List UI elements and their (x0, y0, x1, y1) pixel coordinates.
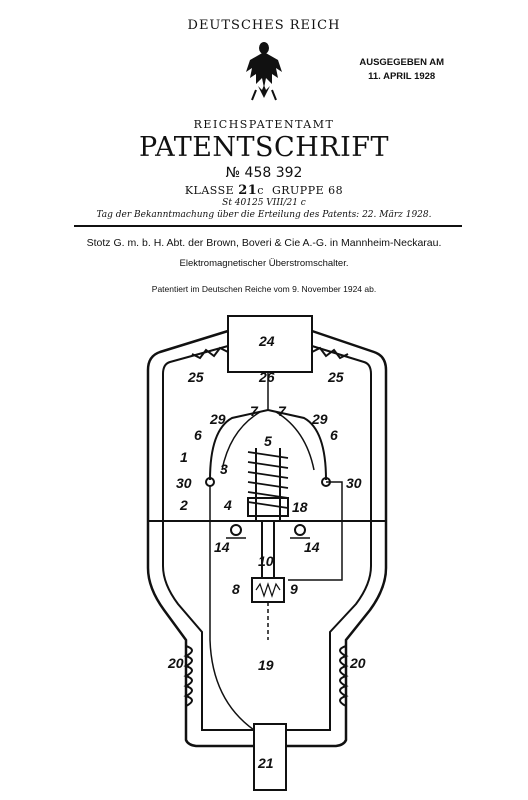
label-14-right: 14 (304, 539, 320, 555)
patent-office: REICHSPATENTAMT (193, 118, 335, 131)
label-9: 9 (290, 581, 298, 597)
label-20-right: 20 (350, 655, 366, 671)
label-10: 10 (258, 553, 274, 569)
label-19: 19 (258, 657, 274, 673)
label-30-right: 30 (346, 475, 362, 491)
klasse-label: KLASSE (184, 184, 235, 197)
label-6-right: 6 (330, 427, 338, 443)
patent-subject: Elektromagnetischer Überstromschalter. (179, 258, 349, 269)
country-heading: DEUTSCHES REICH (187, 18, 341, 33)
gruppe-value: 68 (328, 184, 344, 197)
label-6-left: 6 (194, 427, 202, 443)
label-24: 24 (259, 333, 275, 349)
label-8: 8 (232, 581, 240, 597)
announcement-date: Tag der Bekanntmachung über die Erteilung des Patents: 22. März 1928. (96, 210, 432, 220)
label-18: 18 (292, 499, 308, 515)
issued-label: AUSGEGEBEN AM (359, 57, 444, 68)
patent-holder: Stotz G. m. b. H. Abt. der Brown, Boveri & Cie A.-G. in Mannheim-Neckarau. (86, 237, 442, 249)
patented-since: Patentiert im Deutschen Reiche vom 9. November 1924 ab. (151, 284, 377, 294)
label-25-right: 25 (328, 369, 344, 385)
label-7-right: 7 (278, 403, 286, 419)
label-3: 3 (220, 461, 228, 477)
label-20-left: 20 (168, 655, 184, 671)
klasse-value: 21 (238, 183, 258, 198)
klasse-suffix: c (257, 184, 264, 197)
label-21: 21 (258, 755, 274, 771)
label-30-left: 30 (176, 475, 192, 491)
file-reference: St 40125 VIII/21 c (222, 198, 306, 208)
patent-number: № 458 392 (225, 165, 303, 181)
label-7-left: 7 (250, 403, 258, 419)
label-5: 5 (264, 433, 272, 449)
label-26: 26 (259, 369, 275, 385)
label-29-left: 29 (210, 411, 226, 427)
label-14-left: 14 (214, 539, 230, 555)
label-4: 4 (224, 497, 232, 513)
document-title: PATENTSCHRIFT (138, 132, 389, 163)
gruppe-label: GRUPPE (271, 184, 325, 197)
label-25-left: 25 (188, 369, 204, 385)
issued-date: 11. APRIL 1928 (368, 71, 436, 82)
label-1: 1 (180, 449, 188, 465)
label-29-right: 29 (312, 411, 328, 427)
label-2: 2 (180, 497, 188, 513)
